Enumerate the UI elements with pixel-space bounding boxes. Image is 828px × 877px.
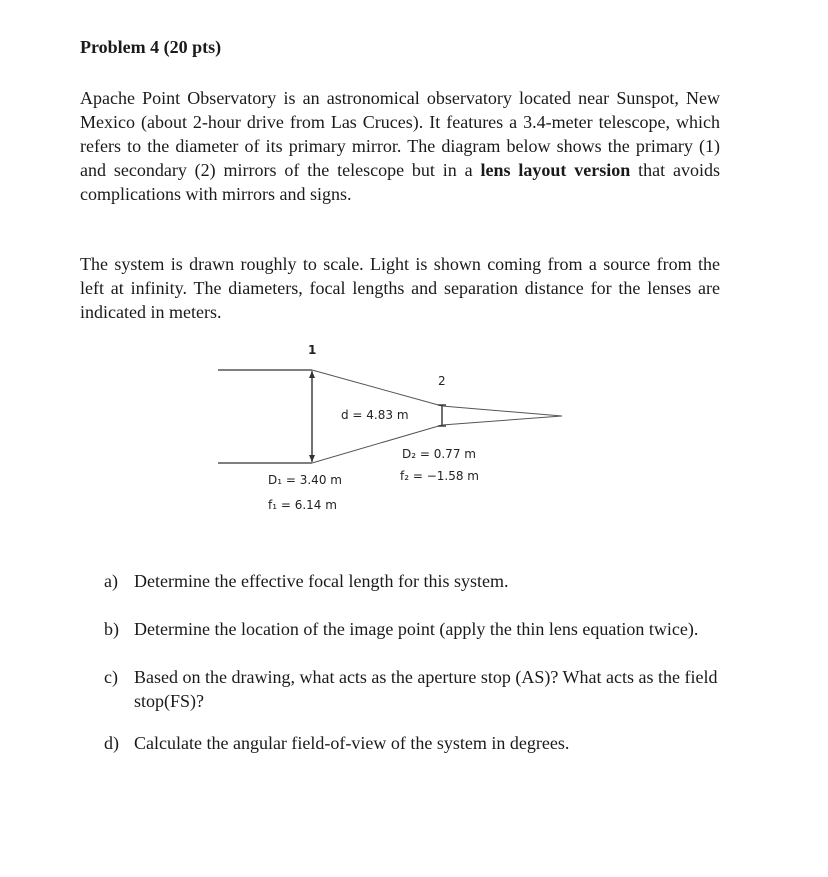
question-list [104,569,734,755]
system-paragraph: The system is drawn roughly to scale. Light is shown coming from a source from the left at infinity. The diameters, focal lengths and separation distance for the lenses are indicated in meters. [80,254,720,322]
lens1-arrow-bottom [309,455,315,462]
question-letter: c) [104,667,118,687]
question-text: Calculate the angular field-of-view of the system in degrees. [134,733,570,753]
lens2-label: 2 [438,374,446,388]
question-letter: a) [104,571,118,591]
lens1-label: 1 [308,343,317,357]
d1-label: D₁ = 3.40 m [268,473,342,487]
question-a [104,569,734,593]
lens1-arrow-top [309,371,315,378]
intro-paragraph [80,86,720,206]
question-d [104,731,734,755]
converging-ray-top [312,370,442,406]
outgoing-ray-top [442,406,562,416]
intro-text-part1: Apache Point Observatory is an astronomical observatory located near Sunspot, New Mexico (about 2-hour drive from Las Cruces). It features a 3.4-meter telescope, which refers to the diameter of its primary mirror. The diagram below shows the primary (1) and secondary (2) mirrors of the telescope but in a [80,88,720,180]
outgoing-ray-bottom [442,416,562,425]
question-text: Based on the drawing, what acts as the aperture stop (AS)? What acts as the field stop(FS)? [134,667,718,711]
f1-label: f₁ = 6.14 m [268,498,337,512]
question-letter: b) [104,619,119,639]
f2-label: f₂ = −1.58 m [400,469,479,483]
d2-label: D₂ = 0.77 m [402,447,476,461]
question-text: Determine the effective focal length for this system. [134,571,509,591]
question-letter: d) [104,733,119,753]
intro-text-part2: that avoids complications with mirrors and signs. [80,160,720,204]
separation-label: d = 4.83 m [341,408,409,422]
intro-bold-phrase: lens layout version [480,160,631,180]
question-b [104,617,734,641]
problem-title: Problem 4 (20 pts) [80,37,222,57]
lens-diagram [200,335,580,525]
question-text: Determine the location of the image point (apply the thin lens equation twice). [134,619,699,639]
question-c [104,665,734,713]
